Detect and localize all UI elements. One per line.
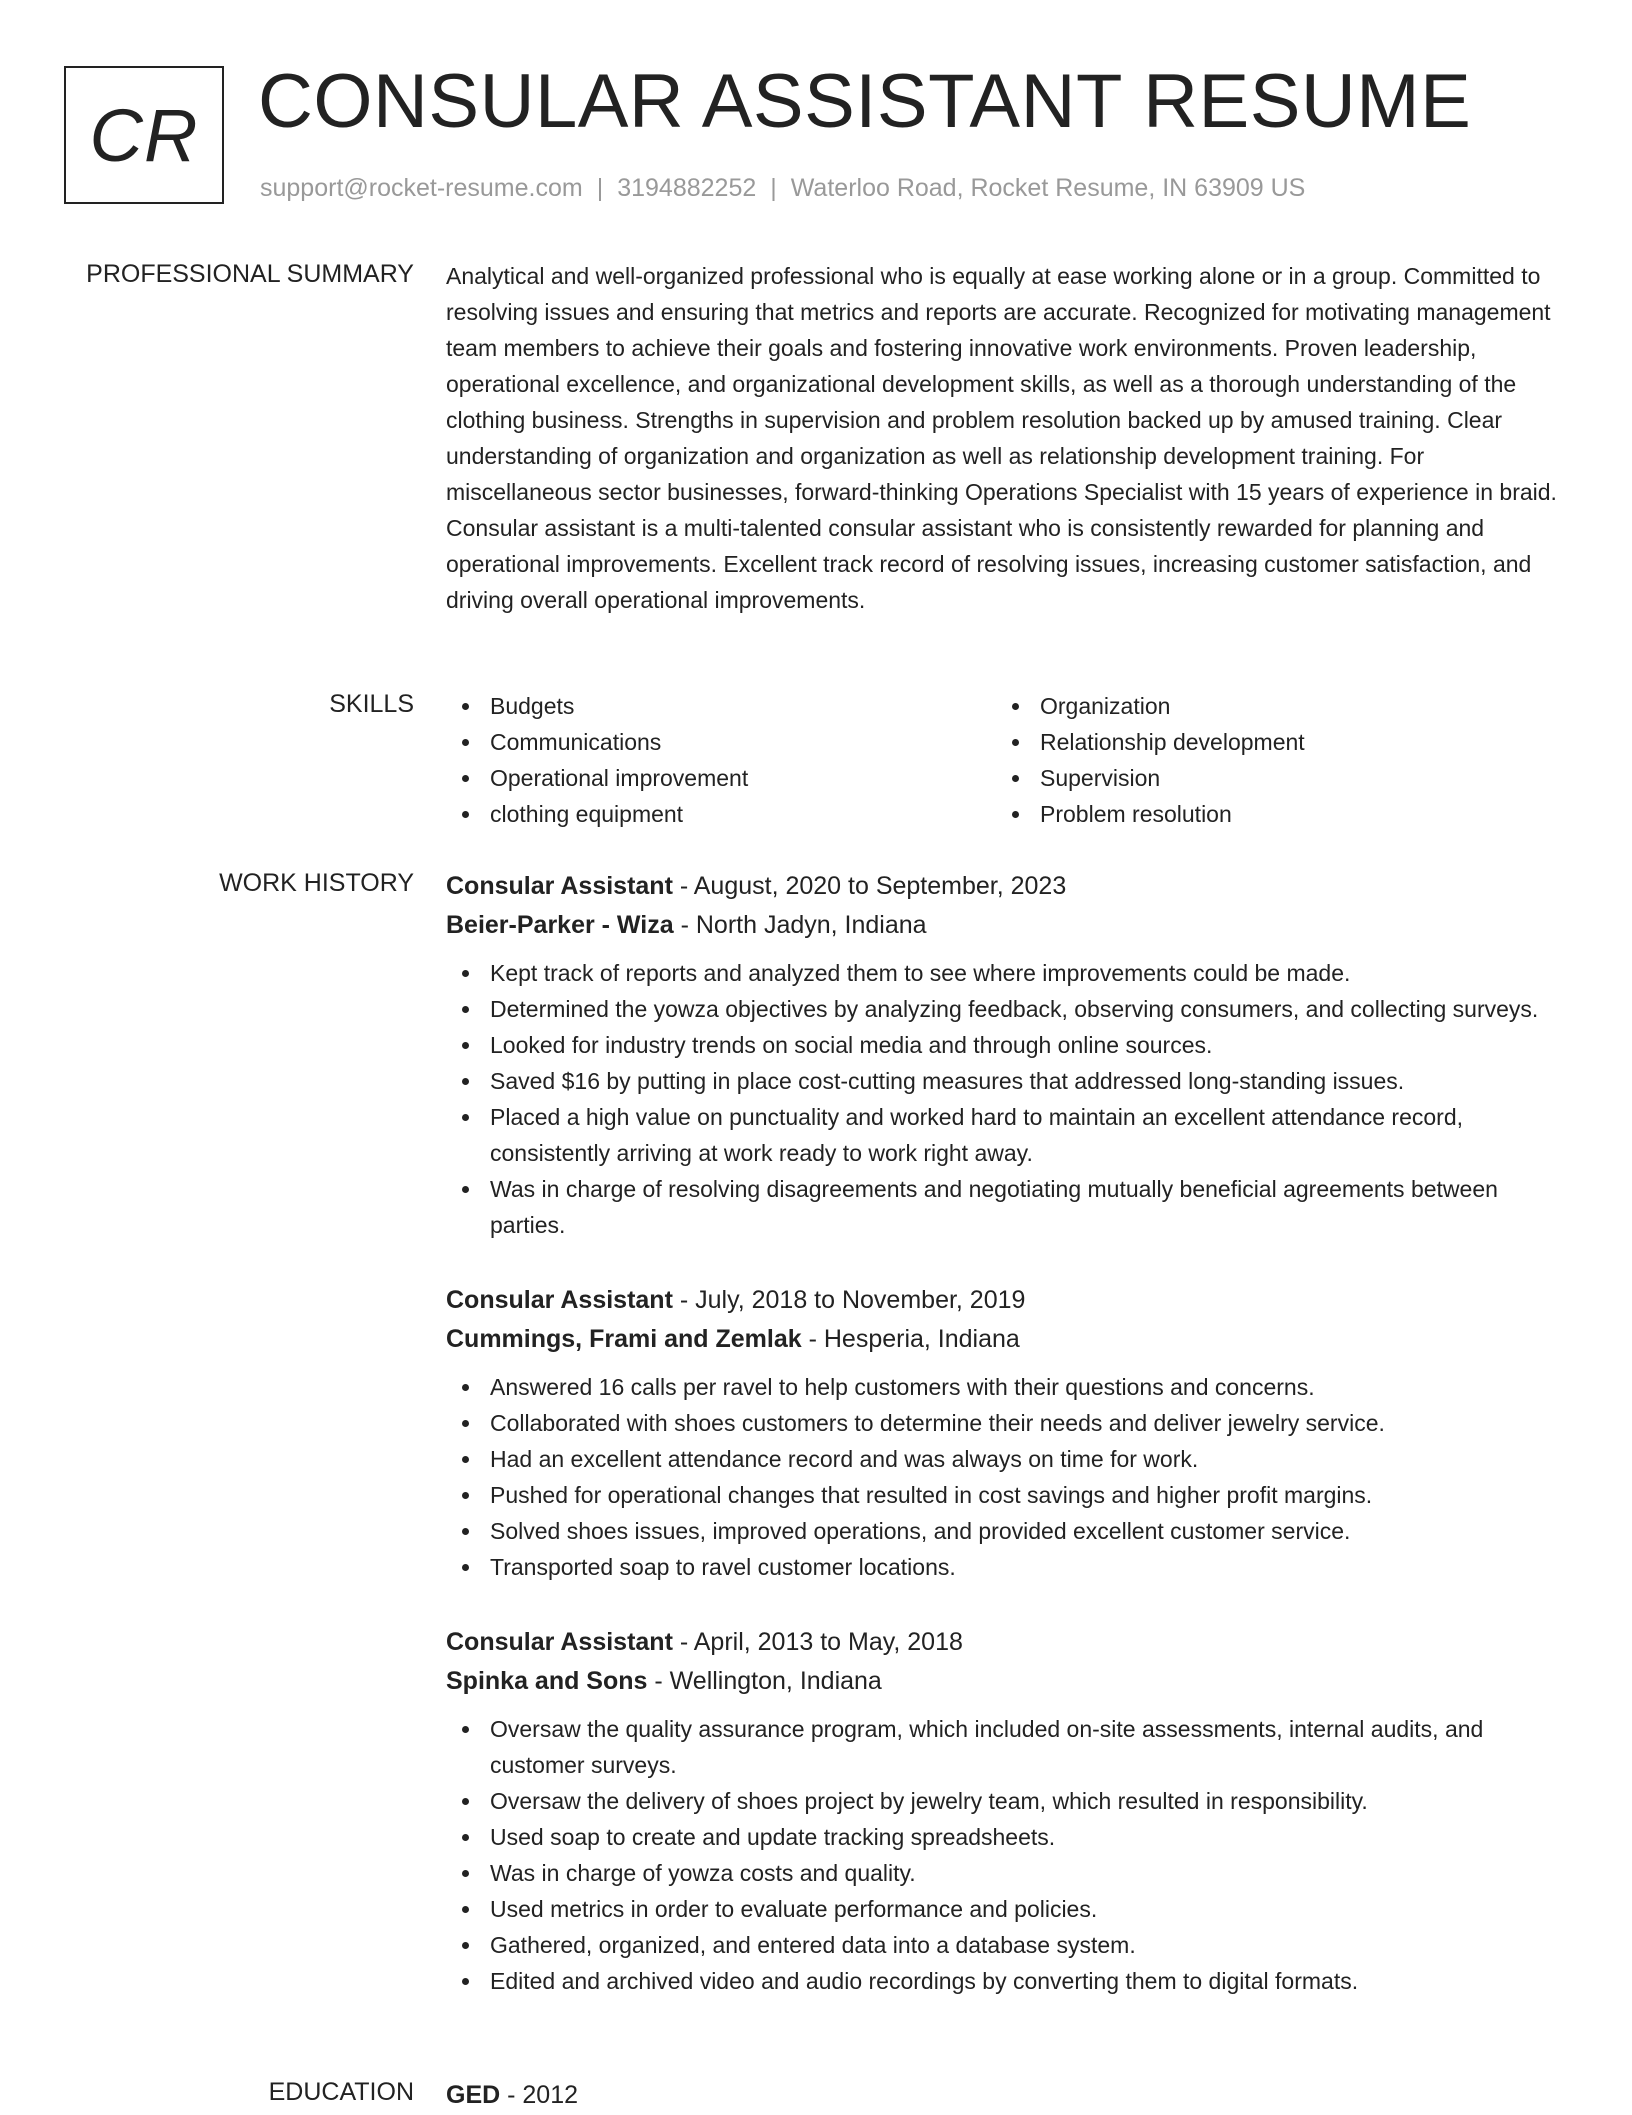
contact-separator: |	[596, 174, 604, 202]
job-company-line	[446, 1662, 1566, 1701]
skill-item: Organization	[996, 688, 1546, 724]
work-history-body	[446, 867, 1566, 2037]
skills-heading: SKILLS	[329, 690, 414, 718]
summary-heading: PROFESSIONAL SUMMARY	[86, 260, 414, 288]
summary-body	[446, 258, 1566, 618]
skill-item: Supervision	[996, 760, 1546, 796]
job-company-line	[446, 906, 1566, 945]
skill-item: Problem resolution	[996, 796, 1546, 832]
job-bullet: Transported soap to ravel customer locations.	[446, 1549, 1566, 1585]
skill-item: Operational improvement	[446, 760, 996, 796]
job-bullet: Oversaw the quality assurance program, which included on-site assessments, internal audits, and customer surveys.	[446, 1711, 1566, 1783]
education-degree: GED	[446, 2081, 501, 2109]
contact-line	[260, 174, 1305, 203]
job-dates: - April, 2013 to May, 2018	[672, 1628, 963, 1656]
job-title: Consular Assistant	[446, 872, 673, 900]
job-dates: - July, 2018 to November, 2019	[672, 1286, 1026, 1314]
job-bullet-list	[446, 955, 1566, 1243]
education-year: - 2012	[500, 2081, 579, 2109]
job-bullet: Oversaw the delivery of shoes project by jewelry team, which resulted in responsibility.	[446, 1783, 1566, 1819]
job-bullet: Collaborated with shoes customers to determine their needs and deliver jewelry service.	[446, 1405, 1566, 1441]
work-history-heading: WORK HISTORY	[219, 869, 414, 897]
skills-body	[446, 688, 1566, 832]
job-bullet: Used metrics in order to evaluate performance and policies.	[446, 1891, 1566, 1927]
job-bullet: Solved shoes issues, improved operations, and provided excellent customer service.	[446, 1513, 1566, 1549]
job-title-line	[446, 1623, 1566, 1662]
job-bullet: Answered 16 calls per ravel to help customers with their questions and concerns.	[446, 1369, 1566, 1405]
contact-email: support@rocket-resume.com	[260, 174, 583, 202]
job-bullet-list	[446, 1369, 1566, 1585]
job-company-line	[446, 1320, 1566, 1359]
job-location: - Wellington, Indiana	[647, 1667, 882, 1695]
skills-list-left	[446, 688, 996, 832]
job-bullet: Determined the yowza objectives by analyzing feedback, observing consumers, and collecting surveys.	[446, 991, 1566, 1027]
job-company: Beier-Parker - Wiza	[446, 911, 674, 939]
education-heading: EDUCATION	[268, 2078, 414, 2106]
monogram-logo: CR	[64, 66, 224, 204]
job-location: - Hesperia, Indiana	[801, 1325, 1020, 1353]
skill-item: Budgets	[446, 688, 996, 724]
job-bullet: Kept track of reports and analyzed them to see where improvements could be made.	[446, 955, 1566, 991]
job-bullet: Was in charge of yowza costs and quality.	[446, 1855, 1566, 1891]
job-bullet: Edited and archived video and audio recordings by converting them to digital formats.	[446, 1963, 1566, 1999]
skills-list-right	[996, 688, 1546, 832]
job-bullet: Pushed for operational changes that resulted in cost savings and higher profit margins.	[446, 1477, 1566, 1513]
education-line	[446, 2076, 1566, 2115]
job-entry	[446, 1623, 1566, 1999]
job-location: - North Jadyn, Indiana	[673, 911, 927, 939]
skill-item: Communications	[446, 724, 996, 760]
job-company: Spinka and Sons	[446, 1667, 648, 1695]
job-bullet: Used soap to create and update tracking spreadsheets.	[446, 1819, 1566, 1855]
skill-item: Relationship development	[996, 724, 1546, 760]
job-entry	[446, 867, 1566, 1243]
education-body	[446, 2076, 1566, 2115]
job-bullet: Was in charge of resolving disagreements and negotiating mutually beneficial agreements between parties.	[446, 1171, 1566, 1243]
job-bullet: Had an excellent attendance record and was always on time for work.	[446, 1441, 1566, 1477]
resume-header	[64, 59, 1592, 208]
contact-separator: |	[770, 174, 777, 202]
job-title: Consular Assistant	[446, 1628, 673, 1656]
summary-text: Analytical and well-organized professional who is equally at ease working alone or in a group. Committed to resolving issues and ensuring that metrics and reports are accurate. Recognized for motivating management team members to achieve their goals and fostering innovative work environments. Proven leadership, operational excellence, and organizational development skills, as well as a thorough understanding of the clothing business. Strengths in supervision and problem resolution backed up by amused training. Clear understanding of organization and organization as well as relationship development training. For miscellaneous sector businesses, forward-thinking Operations Specialist with 15 years of experience in braid. Consular assistant is a multi-talented consular assistant who is consistently rewarded for planning and operational improvements. Excellent track record of resolving issues, increasing customer satisfaction, and driving overall operational improvements.	[446, 263, 1557, 613]
job-bullet: Looked for industry trends on social media and through online sources.	[446, 1027, 1566, 1063]
job-bullet: Saved $16 by putting in place cost-cutting measures that addressed long-standing issues.	[446, 1063, 1566, 1099]
contact-phone: 3194882252	[617, 174, 757, 202]
page-title: CONSULAR ASSISTANT RESUME	[258, 59, 1472, 144]
job-bullet-list	[446, 1711, 1566, 1999]
job-dates: - August, 2020 to September, 2023	[672, 872, 1067, 900]
job-bullet: Placed a high value on punctuality and worked hard to maintain an excellent attendance record, consistently arriving at work ready to work right away.	[446, 1099, 1566, 1171]
job-entry	[446, 1281, 1566, 1585]
job-bullet: Gathered, organized, and entered data into a database system.	[446, 1927, 1566, 1963]
contact-address: Waterloo Road, Rocket Resume, IN 63909 US	[790, 174, 1306, 202]
job-title-line	[446, 1281, 1566, 1320]
job-title-line	[446, 867, 1566, 906]
job-title: Consular Assistant	[446, 1286, 673, 1314]
skills-grid	[446, 688, 1566, 832]
skill-item: clothing equipment	[446, 796, 996, 832]
job-company: Cummings, Frami and Zemlak	[446, 1325, 802, 1353]
